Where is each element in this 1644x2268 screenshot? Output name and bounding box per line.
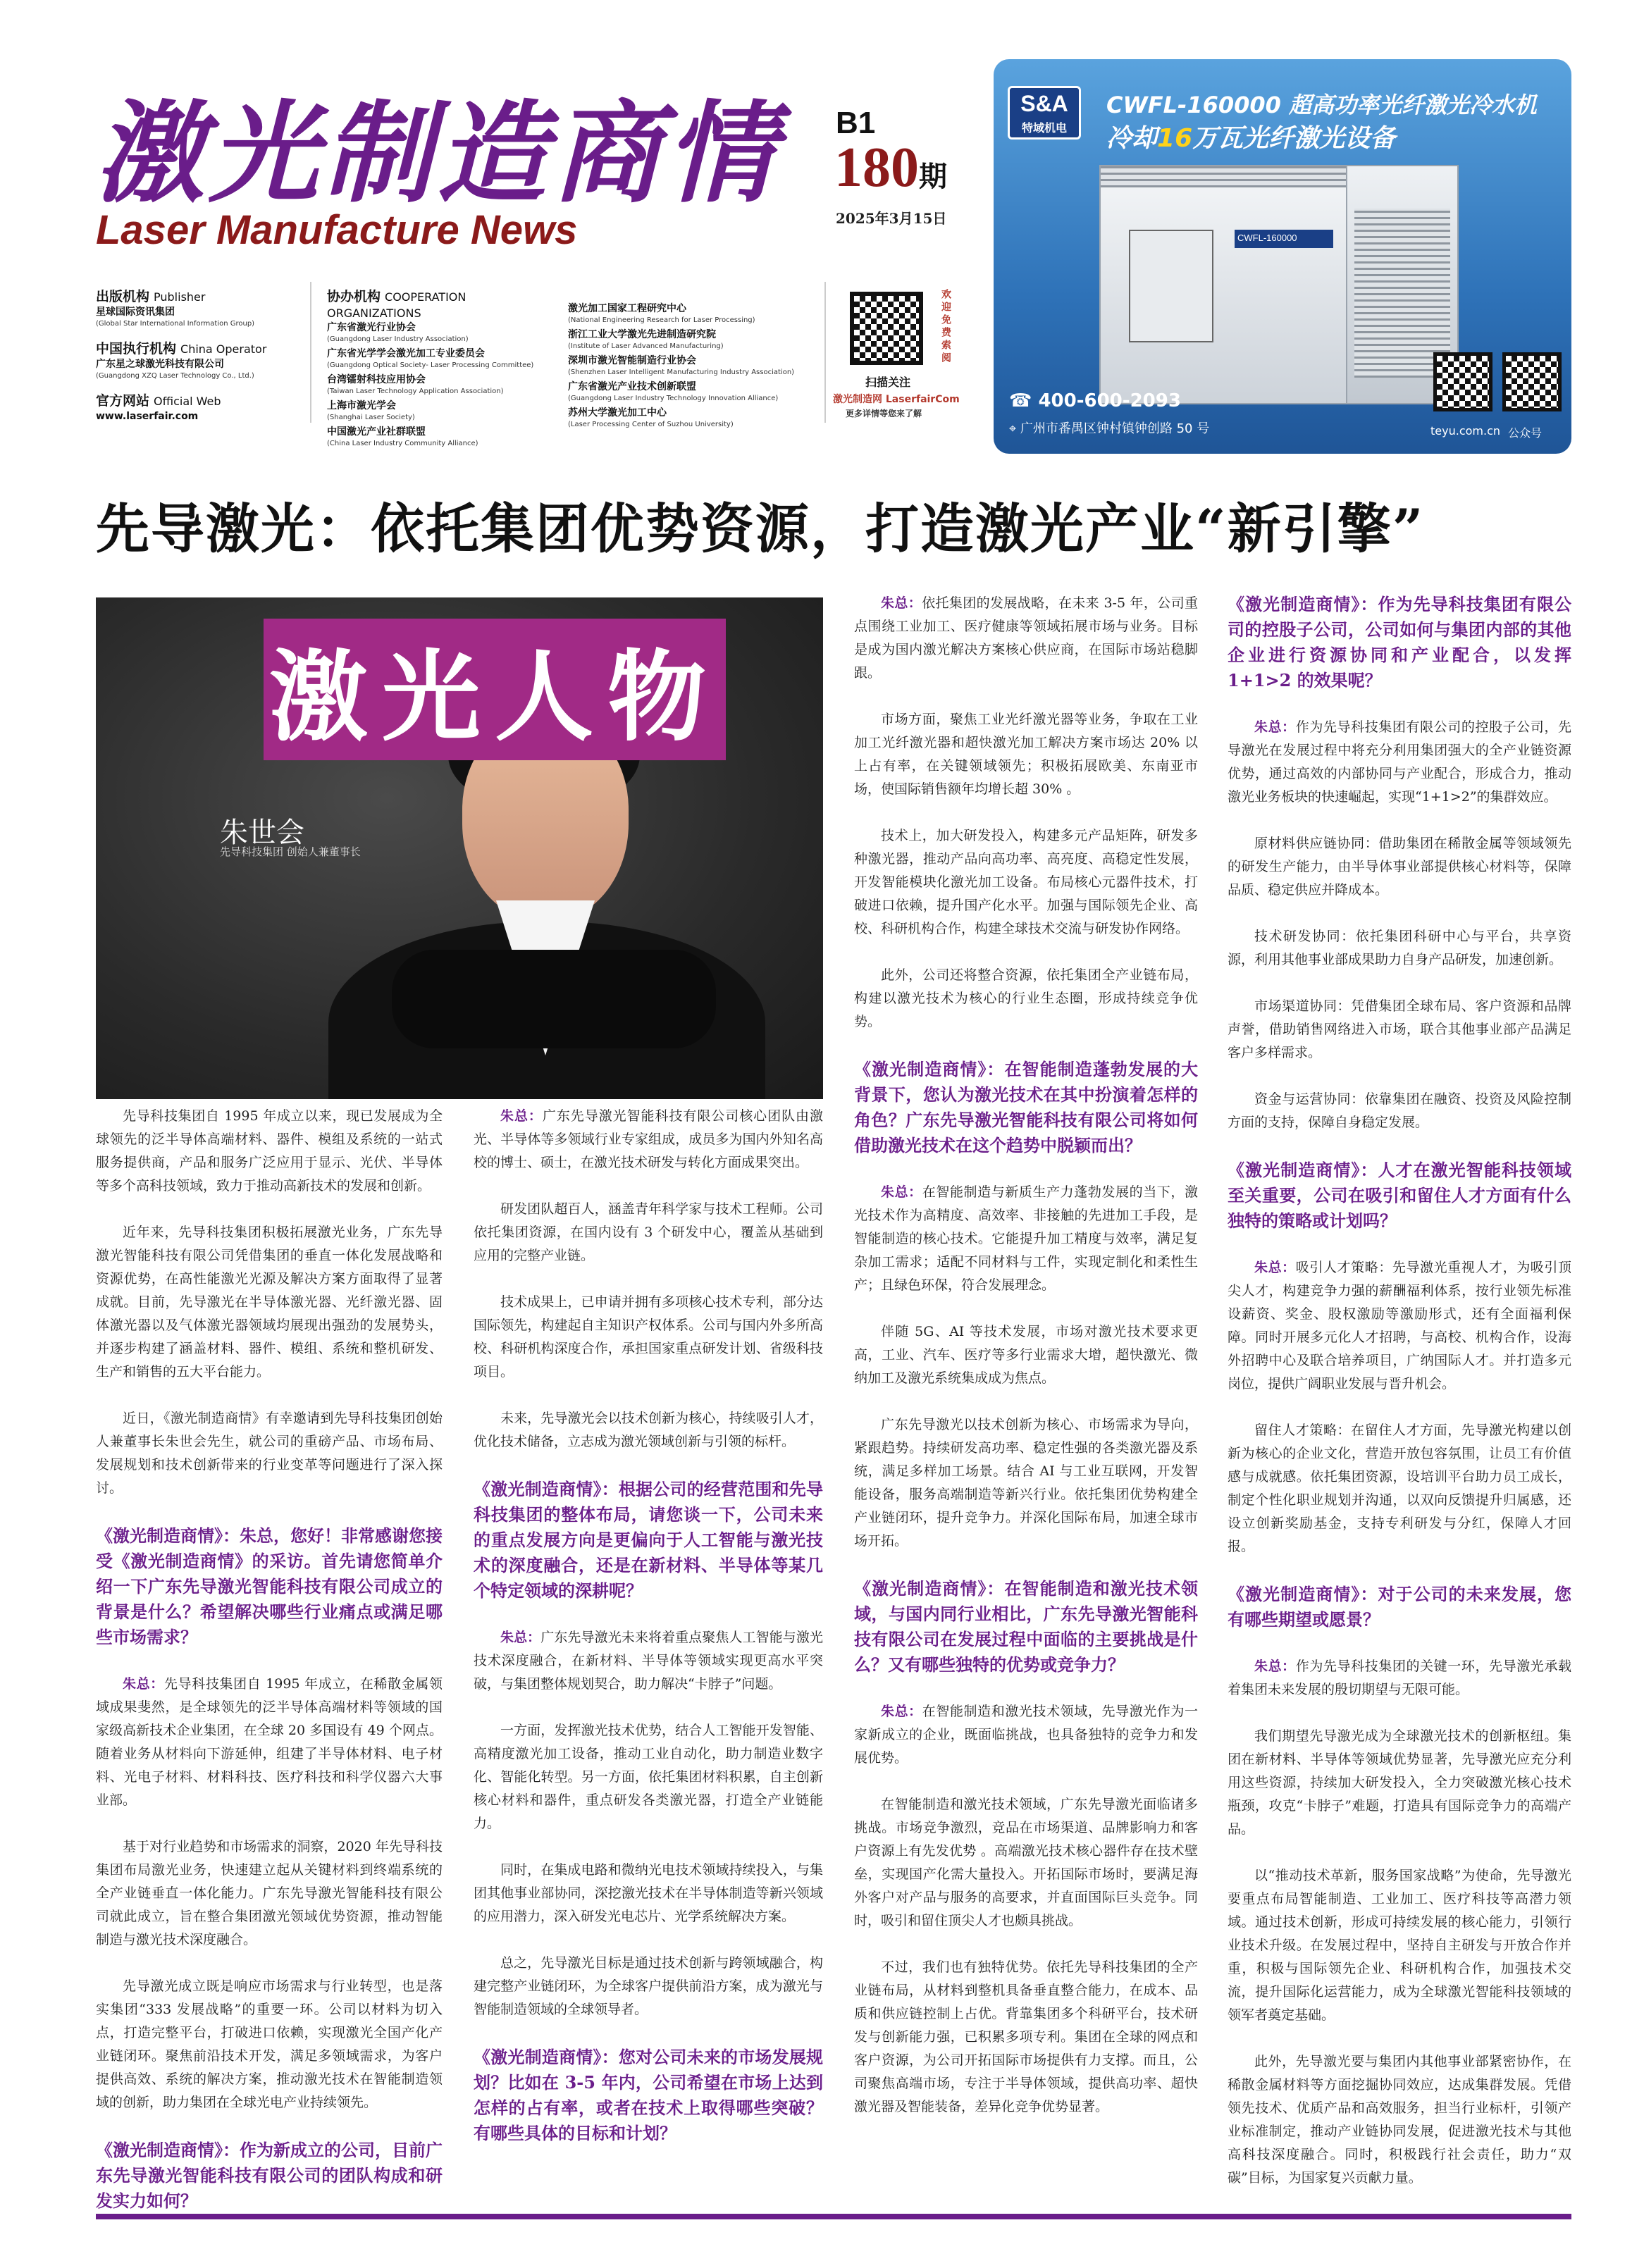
paragraph: 以“推动技术革新，服务国家战略”为使命，先导激光要重点布局智能制造、工业加工、医疗科技等高潜力领域。通过技术创新，形成可持续发展的核心能力，引领行业技术升级。在发展过程中，坚持自主研发与开放合作并重，积极与国际领先企业、科研机构合作，加强技术交流，提升国际化运营能力，成为全球激光智能科技领域的领军者奠定基础。 (1228, 1868, 1571, 2023)
publisher-block (96, 282, 307, 423)
paragraph: 此外，公司还将整合资源，依托集团全产业链布局，构建以激光技术为核心的行业生态圈，形成持续竞争优势。 (854, 967, 1198, 1029)
interview-question: 《激光制造商情》：您对公司未来的市场发展规划？比如在 3-5 年内，公司希望在市场上达到怎样的占有率，或者在技术上取得哪些突破？有哪些具体的目标和计划？ (474, 2047, 823, 2143)
operator-name: 广东星之球激光科技有限公司 (96, 359, 224, 370)
coop-block-left (327, 282, 552, 451)
section-label: B1 (836, 106, 876, 140)
ad-title-line1: CWFL-160000 超高功率光纤激光冷水机 (1106, 92, 1538, 118)
interview-question: 《激光制造商情》：在智能制造和激光技术领域，与国内同行业相比，广东先导激光智能科技有限公司在发展过程中面临的主要挑战是什么？又有哪些独特的优势或竞争力？ (854, 1578, 1198, 1675)
coop-org-en: (Guangdong Laser Industry Technology Innovation Alliance) (568, 395, 779, 402)
interview-question: 《激光制造商情》：在智能制造蓬勃发展的大背景下，您认为激光技术在其中扮演着怎样的角色？广东先导激光智能科技有限公司将如何借助激光技术在这个趋势中脱颖而出？ (854, 1059, 1198, 1155)
paragraph: 同时，在集成电路和微纳光电技术领域持续投入，与集团其他事业部协同，深挖激光技术在半导体制造等新兴领域的应用潜力，深入研发光电芯片、光学系统解决方案。 (474, 1862, 823, 1924)
publisher-name: 星球国际资讯集团 (96, 306, 175, 318)
paragraph: 市场方面，聚焦工业光纤激光器等业务，争取在工业加工光纤激光器和超快激光加工解决方案市场达 20% 以上占有率，在关键领域领先；积极拓展欧美、东南亚市场，使国际销售额年均增长超 30% 。 (854, 712, 1198, 797)
publisher-heading (96, 286, 307, 305)
advertisement[interactable] (994, 59, 1571, 454)
coop-org-en: (Laser Processing Center of Suzhou University) (568, 421, 734, 428)
paragraph: 技术上，加大研发投入，构建多元产品矩阵，研发多种激光器，推动产品向高功率、高亮度、高稳定性发展，开发智能模块化激光加工设备。布局核心元器件技术，打破进口依赖，提升国产化水平。加强与国际领先企业、高校、科研机构合作，构建全球技术交流与研发协作网络。 (854, 828, 1198, 936)
ad-qr-website-icon[interactable] (1433, 352, 1492, 411)
portrait-photo (96, 597, 823, 1099)
paragraph: 先导激光成立既是响应市场需求与行业转型，也是落实集团“333 发展战略”的重要一环。公司以材料为切入点，打造完整平台，打破进口依赖，实现激光全国产化产业链闭环。聚焦前沿技术开发，满足多领域需求，为客户提供高效、系统的解决方案，推动激光技术在智能制造领域的创新，助力集团在全球光电产业持续领先。 (96, 1978, 443, 2110)
article-column-4 (1228, 592, 1571, 2213)
coop-label-en: COOPERATION ORGANIZATIONS (327, 290, 466, 320)
interview-answer (854, 1181, 1198, 1297)
coop-org-en: (Guangdong Optical Society- Laser Processing Committee) (327, 361, 534, 369)
qr-code-icon[interactable] (850, 292, 923, 365)
speaker-label: 朱总： (1254, 1659, 1296, 1674)
paragraph: 我们期望先导激光成为全球激光技术的创新枢纽。集团在新材料、半导体等领域优势显著，先导激光应充分利用这些资源，持续加大研发投入，全力突破激光核心技术瓶颈，攻克“卡脖子”难题，打造具有国际竞争力的高端产品。 (1228, 1728, 1571, 1837)
ad-phone: ☎ 400-600-2093 (1009, 390, 1181, 411)
coop-org-name: 深圳市激光智能制造行业协会 (568, 355, 696, 366)
masthead-title-en: Laser Manufacture News (96, 207, 578, 253)
paragraph: 未来，先导激光会以技术创新为核心，持续吸引人才，优化技术储备，立志成为激光领域创新与引领的标杆。 (474, 1411, 823, 1449)
interview-question: 《激光制造商情》：朱总，您好！非常感谢您接受《激光制造商情》的采访。首先请您简单介绍一下广东先导激光智能科技有限公司成立的背景是什么？希望解决哪些行业痛点或满足哪些市场需求？ (96, 1525, 443, 1647)
paragraph: 不过，我们也有独特优势。依托先导科技集团的全产业链布局，从材料到整机具备垂直整合能力，在成本、品质和供应链控制上占优。背靠集团多个科研平台，技术研发与创新能力强，已积累多项专利。集团在全球的网点和客户资源，为公司开拓国际市场提供有力支撑。而且，公司聚焦高端市场，专注于半导体领域，提供高功率、超快激光器及智能装备，差异化竞争优势显著。 (854, 1959, 1198, 2114)
speaker-label: 朱总： (881, 595, 922, 611)
coop-org-en: (China Laser Industry Community Alliance) (327, 440, 478, 447)
chiller-panel (1129, 230, 1213, 342)
coop-org-en: (Taiwan Laser Technology Application Association) (327, 388, 504, 395)
paragraph: 在智能制造和激光技术领域，广东先导激光面临诸多挑战。市场竞争激烈，竞品在市场渠道、品牌影响力和客户资源上有先发优势 。高端激光技术核心器件存在技术壁垒，实现国产化需大量投入。开拓国际市场时，要满足海外客户对产品与服务的高要求，并直面国际巨头竞争。同时，吸引和留住顶尖人才也颇具挑战。 (854, 1797, 1198, 1928)
ad-brand-logo (1008, 86, 1081, 140)
person-name: 朱世会 (220, 817, 304, 849)
interview-answer (1228, 716, 1571, 809)
speaker-label: 朱总： (123, 1676, 164, 1692)
speaker-label: 朱总： (1254, 1260, 1296, 1275)
interview-answer (1228, 1256, 1571, 1396)
answer-text: 作为先导科技集团的关键一环，先导激光承载着集团未来发展的殷切期望与无限可能。 (1228, 1659, 1571, 1697)
coop-org-name: 广东省激光产业技术创新联盟 (568, 381, 696, 392)
speaker-label: 朱总： (500, 1108, 543, 1124)
coop-org-name: 中国激光产业社群联盟 (327, 426, 426, 438)
coop-heading (327, 286, 552, 321)
paragraph: 留住人才策略：在留住人才方面，先导激光构建以创新为核心的企业文化，营造开放包容氛围，让员工有价值感与成就感。依托集团资源，设培训平台助力员工成长，制定个性化职业规划并沟通，以双向反馈提升归属感，还设立创新奖励基金，支持专利研发与分红，保障人才回报。 (1228, 1423, 1571, 1554)
interview-answer (854, 592, 1198, 685)
interview-answer (474, 1626, 823, 1696)
paragraph: 近年来，先导科技集团积极拓展激光业务，广东先导激光智能科技有限公司凭借集团的垂直一体化发展战略和资源优势，在高性能激光光源及解决方案方面取得了显著成就。目前，先导激光在半导体激光器、光纤激光器、固体激光器以及气体激光器领域均展现出强劲的发展势头，并逐步构建了涵盖材料、器件、模组、系统和整机研发、生产和销售的五大平台能力。 (96, 1225, 443, 1380)
coop-org-en: (Institute of Laser Advanced Manufacturing) (568, 342, 724, 350)
footer-rule (96, 2214, 1571, 2219)
operator-name-en: (Guangdong XZQ Laser Technology Co., Ltd.) (96, 372, 254, 380)
coop-org-name: 广东省激光行业协会 (327, 322, 416, 333)
interview-answer (854, 1700, 1198, 1770)
follow-vertical-text: 欢迎免费索阅 (940, 289, 951, 365)
article-column-2 (474, 1105, 823, 2169)
portrait-arms (392, 950, 716, 1048)
paragraph: 先导科技集团自 1995 年成立以来，现已发展成为全球领先的泛半导体高端材料、器件、模组及系统的一站式服务提供商，产品和服务广泛应用于显示、光伏、半导体等多个高科技领域，致力于推动高新技术的发展和创新。 (96, 1108, 443, 1194)
coop-label: 协办机构 (327, 289, 381, 304)
web-label-en: Official Web (154, 395, 221, 408)
interview-question: 《激光制造商情》：根据公司的经营范围和先导科技集团的整体布局，请您谈一下，公司未来的重点发展方向是更偏向于人工智能与激光技术的深度融合，还是在新材料、半导体等某几个特定领域的深耕呢？ (474, 1479, 823, 1601)
issue-number-value: 180 (834, 137, 919, 199)
paragraph: 伴随 5G、AI 等技术发展，市场对激光技术要求更高，工业、汽车、医疗等多行业需求大增，超快激光、微纳加工及激光系统集成成为焦点。 (854, 1324, 1198, 1386)
paragraph: 技术研发协同：依托集团科研中心与平台，共享资源，利用其他事业部成果助力自身产品研发，加速创新。 (1228, 929, 1571, 967)
paragraph: 技术成果上，已申请并拥有多项核心技术专利，部分达国际领先，构建起自主知识产权体系。公司与国内外多所高校、科研机构深度合作，承担国家重点研发计划、省级科技项目。 (474, 1294, 823, 1380)
ad-title-num: 16 (1157, 124, 1193, 153)
ad-title-line2 (1106, 118, 1395, 154)
ad-title-post: 万瓦光纤激光设备 (1192, 124, 1396, 153)
answer-text: 在智能制造与新质生产力蓬勃发展的当下，激光技术作为高精度、高效率、非接触的先进加工手段，是智能制造的核心技术。它能提升加工精度与效率，满足复杂加工需求；适配不同材料与工件，实现定制化和柔性生产；且绿色环保，符合发展理念。 (854, 1184, 1198, 1293)
coop-org-en: (Shenzhen Laser Intelligent Manufacturing Industry Association) (568, 368, 795, 376)
more-info: 更多详情等您来了解 (846, 409, 922, 419)
divider (310, 282, 311, 423)
coop-org-name: 激光加工国家工程研究中心 (568, 303, 686, 314)
web-url[interactable]: www.laserfair.com (96, 411, 199, 422)
divider (824, 282, 826, 423)
coop-org-name: 上海市激光学会 (327, 400, 396, 411)
speaker-label: 朱总： (881, 1184, 922, 1200)
paragraph: 总之，先导激光目标是通过技术创新与跨领域融合，构建完整产业链闭环，为全球客户提供前沿方案，成为激光与智能制造领域的全球领导者。 (474, 1955, 823, 2017)
coop-org-en: (Guangdong Laser Industry Association) (327, 335, 469, 343)
publisher-label-en: Publisher (154, 290, 206, 304)
speaker-label: 朱总： (1254, 719, 1296, 735)
section-title: 激光人物 (264, 619, 726, 760)
interview-question: 《激光制造商情》：作为先导科技集团有限公司的控股子公司，公司如何与集团内部的其他企业进行资源协同和产业配合，以发挥 1+1>2 的效果呢？ (1228, 594, 1571, 690)
interview-question: 《激光制造商情》：对于公司的未来发展，您有哪些期望或愿景？ (1228, 1584, 1571, 1630)
person-role: 先导科技集团 创始人兼董事长 (220, 845, 361, 858)
paragraph: 近日，《激光制造商情》有幸邀请到先导科技集团创始人兼董事长朱世会先生，就公司的重磅产品、市场布局、发展规划和技术创新带来的行业变革等问题进行了深入探讨。 (96, 1411, 443, 1496)
paragraph: 市场渠道协同：凭借集团全球布局、客户资源和品牌声誉，借助销售网络进入市场，联合其他事业部产品满足客户多样需求。 (1228, 998, 1571, 1060)
answer-text: 依托集团的发展战略，在未来 3-5 年，公司重点围绕工业加工、医疗健康等领域拓展市场与业务。目标是成为国内激光解决方案核心供应商，在国际市场站稳脚跟。 (854, 595, 1198, 681)
answer-text: 作为先导科技集团有限公司的控股子公司，先导激光在发展过程中将充分利用集团强大的全产业链资源优势，通过高效的内部协同与产业配合，形成合力，推动激光业务板块的快速崛起，实现“1+1>2”的集群效应。 (1228, 719, 1571, 805)
site-label[interactable]: 激光制造网 LaserfairCom (833, 394, 960, 405)
speaker-label: 朱总： (881, 1704, 922, 1719)
coop-org-name: 台湾镭射科技应用协会 (327, 374, 426, 385)
operator-label-en: China Operator (180, 342, 267, 356)
coop-org-name: 苏州大学激光加工中心 (568, 407, 667, 419)
web-label: 官方网站 (96, 393, 150, 409)
paragraph: 广东先导激光以技术创新为核心、市场需求为导向，紧跟趋势。持续研发高功率、稳定性强的各类激光器及系统，满足多样加工场景。结合 AI 与工业互联网，开发智能设备，服务高端制造等新兴行业。依托集团优势构建全产业链闭环，提升竞争力。并深化国际布局，加速全球市场开拓。 (854, 1417, 1198, 1549)
ad-website[interactable]: teyu.com.cn (1430, 424, 1501, 438)
coop-org-en: (Shanghai Laser Society) (327, 414, 415, 421)
ad-brand: S&A (1020, 91, 1068, 116)
scan-label: 扫描关注 (865, 376, 910, 389)
ad-brand-cn: 特域机电 (1021, 121, 1067, 135)
interview-answer (96, 1673, 443, 1812)
publisher-name-en: (Global Star International Information Group) (96, 320, 255, 328)
operator-label: 中国执行机构 (96, 341, 177, 357)
speaker-label: 朱总： (500, 1630, 541, 1645)
chiller-unit-image (1099, 165, 1353, 404)
interview-question: 《激光制造商情》：人才在激光智能科技领域至关重要，公司在吸引和留住人才方面有什么独特的策略或计划吗？ (1228, 1160, 1571, 1231)
interview-question: 《激光制造商情》：作为新成立的公司，目前广东先导激光智能科技有限公司的团队构成和研发实力如何？ (96, 2140, 443, 2211)
paragraph: 原材料供应链协同：借助集团在稀散金属等领域领先的研发生产能力，由半导体事业部提供核心材料等，保障品质、稳定供应并降成本。 (1228, 836, 1571, 898)
article-column-3 (854, 592, 1198, 2142)
ad-phone-number: 400-600-2093 (1038, 390, 1181, 411)
paragraph: 研发团队超百人，涵盖青年科学家与技术工程师。公司依托集团资源，在国内设有 3 个研发中心，覆盖从基础到应用的完整产业链。 (474, 1201, 823, 1263)
ad-address: ⌖ 广州市番禺区钟村镇钟创路 50 号 (1009, 421, 1210, 436)
article-column-1 (96, 1105, 443, 2236)
coop-block-right (568, 302, 829, 432)
answer-text: 先导科技集团自 1995 年成立，在稀散金属领域成果斐然，是全球领先的泛半导体高端材料等领域的国家级高新技术企业集团，在全球 20 多国设有 49 个网点。随着业务从材料向下游延伸，组建了半导体材料、电子材料、光电子材料、材料科技、医疗科技和科学仪器六大事业部。 (96, 1676, 443, 1808)
masthead-title-cn: 激光制造商情 (94, 89, 779, 218)
publisher-label: 出版机构 (96, 289, 150, 304)
answer-text: 广东先导激光未来将着重点聚焦人工智能与激光技术深度融合，在新材料、半导体等领域实现更高水平突破，与集团整体规划契合，助力解决“卡脖子”问题。 (474, 1630, 823, 1692)
paragraph: 此外，先导激光要与集团内其他事业部紧密协作，在稀散金属材料等方面挖掘协同效应，达成集群发展。凭借领先技术、优质产品和高效服务，担当行业标杆，引领产业标准制定，推动产业链协同发展，促进激光技术与其他高科技深度融合。同时，积极践行社会责任，助力“双碳”目标，为国家复兴贡献力量。 (1228, 2054, 1571, 2186)
issue-number (834, 137, 947, 199)
paragraph: 一方面，发挥激光技术优势，结合人工智能开发智能、高精度激光加工设备，推动工业自动化，助力制造业数字化、智能化转型。另一方面，依托集团材料积累，自主创新核心材料和器件，重点研发各类激光器，打造全产业链能力。 (474, 1723, 823, 1831)
issue-unit: 期 (919, 161, 947, 192)
chiller-model-tag: CWFL-160000 (1235, 230, 1333, 248)
ad-gzh-label: 公众号 (1508, 426, 1543, 440)
web-heading (96, 390, 307, 409)
operator-heading (96, 338, 307, 357)
coop-org-en: (National Engineering Research for Laser Processing) (568, 316, 755, 324)
interview-answer (1228, 1655, 1571, 1702)
chiller-grille (1101, 166, 1352, 187)
interview-answer (474, 1105, 823, 1175)
paragraph: 资金与运营协同：依靠集团在融资、投资及风险控制方面的支持，保障自身稳定发展。 (1228, 1091, 1571, 1130)
page-headline: 先导激光：依托集团优势资源，打造激光产业“新引擎” (96, 497, 1425, 560)
coop-org-name: 浙江工业大学激光先进制造研究院 (568, 329, 716, 340)
ad-title-pre: 冷却 (1106, 124, 1158, 153)
ad-qr-gzh-icon[interactable] (1502, 352, 1562, 411)
coop-org-name: 广东省光学学会激光加工专业委员会 (327, 348, 485, 359)
paragraph: 基于对行业趋势和市场需求的洞察，2020 年先导科技集团布局激光业务，快速建立起从关键材料到终端系统的全产业链垂直一体化能力。广东先导激光智能科技有限公司就此成立，旨在整合集团激光领域优势资源，推动智能制造与激光技术深度融合。 (96, 1839, 443, 1947)
answer-text: 广东先导激光智能科技有限公司核心团队由激光、半导体等多领域行业专家组成，成员多为国内外知名高校的博士、硕士，在激光技术研发与转化方面成果突出。 (474, 1108, 823, 1170)
issue-date: 2025年3月15日 (836, 210, 947, 227)
ad-address-text: 广州市番禺区钟村镇钟创路 50 号 (1020, 421, 1210, 436)
section-title-banner (264, 619, 726, 760)
answer-text: 吸引人才策略：先导激光重视人才，为吸引顶尖人才，构建竞争力强的薪酬福利体系，按行业领先标准设薪资、奖金、股权激励等激励形式，还有全面福利保障。同时开展多元化人才招聘，与高校、机构合作，设海外招聘中心及联合培养项目，广纳国际人才。并打造多元岗位，提供广阔职业发展与晋升机会。 (1228, 1260, 1571, 1392)
answer-text: 在智能制造和激光技术领域，先导激光作为一家新成立的企业，既面临挑战，也具备独特的竞争力和发展优势。 (854, 1704, 1198, 1766)
